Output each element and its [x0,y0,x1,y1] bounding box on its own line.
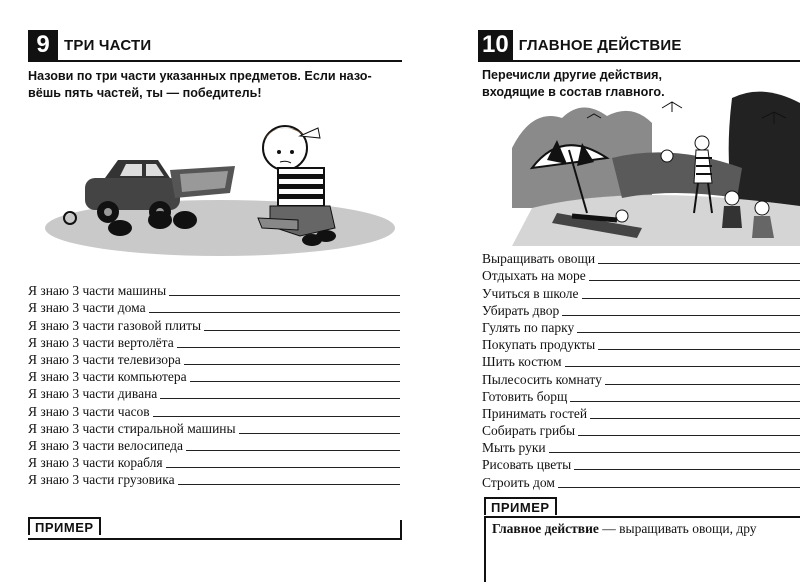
section-10-header [478,30,682,60]
answer-line[interactable] [186,449,400,451]
answer-line[interactable] [562,314,800,316]
example-label: ПРИМЕР [484,497,557,515]
answer-line[interactable] [578,434,800,436]
list-item: Я знаю 3 части дивана [28,385,400,402]
header-rule [478,60,800,62]
answer-line[interactable] [582,297,800,299]
list-item: Я знаю 3 части компьютера [28,368,400,385]
list-item: Собирать грибы [482,422,800,439]
answer-line[interactable] [166,466,400,468]
list-item: Пылесосить комнату [482,370,800,387]
boy-with-toys-illustration [30,108,400,278]
answer-line[interactable] [239,432,400,434]
section-title-three-parts: ТРИ ЧАСТИ [64,36,152,54]
answer-line[interactable] [549,451,800,453]
answer-line[interactable] [177,346,400,348]
answer-line[interactable] [605,383,800,385]
boy-icon [258,126,336,246]
answer-line[interactable] [204,329,400,331]
section-number-9: 9 [28,30,58,60]
three-parts-list [28,282,400,488]
answer-line[interactable] [570,400,800,402]
list-item: Я знаю 3 части вертолёта [28,334,400,351]
list-item: Выращивать овощи [482,250,800,267]
list-item: Принимать гостей [482,405,800,422]
answer-line[interactable] [190,380,400,382]
example-rule-edge [400,520,402,540]
dragonfly-icon [662,102,682,112]
list-item: Я знаю 3 части грузовика [28,471,400,488]
list-item: Гулять по парку [482,319,800,336]
answer-line[interactable] [184,363,400,365]
answer-line[interactable] [590,417,800,419]
answer-line[interactable] [160,397,400,399]
answer-line[interactable] [149,311,400,313]
list-item: Я знаю 3 части велосипеда [28,437,400,454]
answer-line[interactable] [598,348,800,350]
section-9-header [28,30,151,60]
list-item: Рисовать цветы [482,456,800,473]
list-item: Готовить борщ [482,388,800,405]
answer-line[interactable] [598,262,800,264]
list-item: Я знаю 3 части часов [28,402,400,419]
main-action-list [482,250,800,491]
list-item: Учиться в школе [482,284,800,301]
answer-line[interactable] [574,468,800,470]
example-text: Главное действие — выращивать овощи, дру [492,521,757,536]
list-item: Покупать продукты [482,336,800,353]
list-item: Убирать двор [482,302,800,319]
right-page [468,0,800,582]
answer-line[interactable] [565,365,800,367]
list-item: Я знаю 3 части дома [28,299,400,316]
answer-line[interactable] [178,483,400,485]
task-instructions: Перечисли другие действия, входящие в состав главного. [482,68,665,99]
list-item: Я знаю 3 части машины [28,282,400,299]
task-instructions: Назови по три части указанных предметов. Если назо- вёшь пять частей, ты — победитель! [28,69,372,100]
list-item: Я знаю 3 части корабля [28,454,400,471]
park-scene-illustration [512,88,800,246]
answer-line[interactable] [589,279,800,281]
list-item: Отдыхать на море [482,267,800,284]
list-item: Мыть руки [482,439,800,456]
list-item: Я знаю 3 части телевизора [28,351,400,368]
example-label: ПРИМЕР [28,517,101,535]
list-item: Я знаю 3 части стиральной машины [28,420,400,437]
answer-line[interactable] [577,331,800,333]
answer-line[interactable] [169,294,400,296]
example-rule [28,538,402,540]
answer-line[interactable] [153,415,400,417]
list-item: Шить костюм [482,353,800,370]
section-title-main-action: ГЛАВНОЕ ДЕЙСТВИЕ [518,36,682,54]
page-gutter [410,0,468,582]
header-rule [28,60,402,62]
list-item: Я знаю 3 части газовой плиты [28,316,400,333]
answer-line[interactable] [558,486,800,488]
toy-truck-icon [170,166,235,198]
list-item: Строить дом [482,473,800,490]
section-number-10: 10 [478,30,513,60]
